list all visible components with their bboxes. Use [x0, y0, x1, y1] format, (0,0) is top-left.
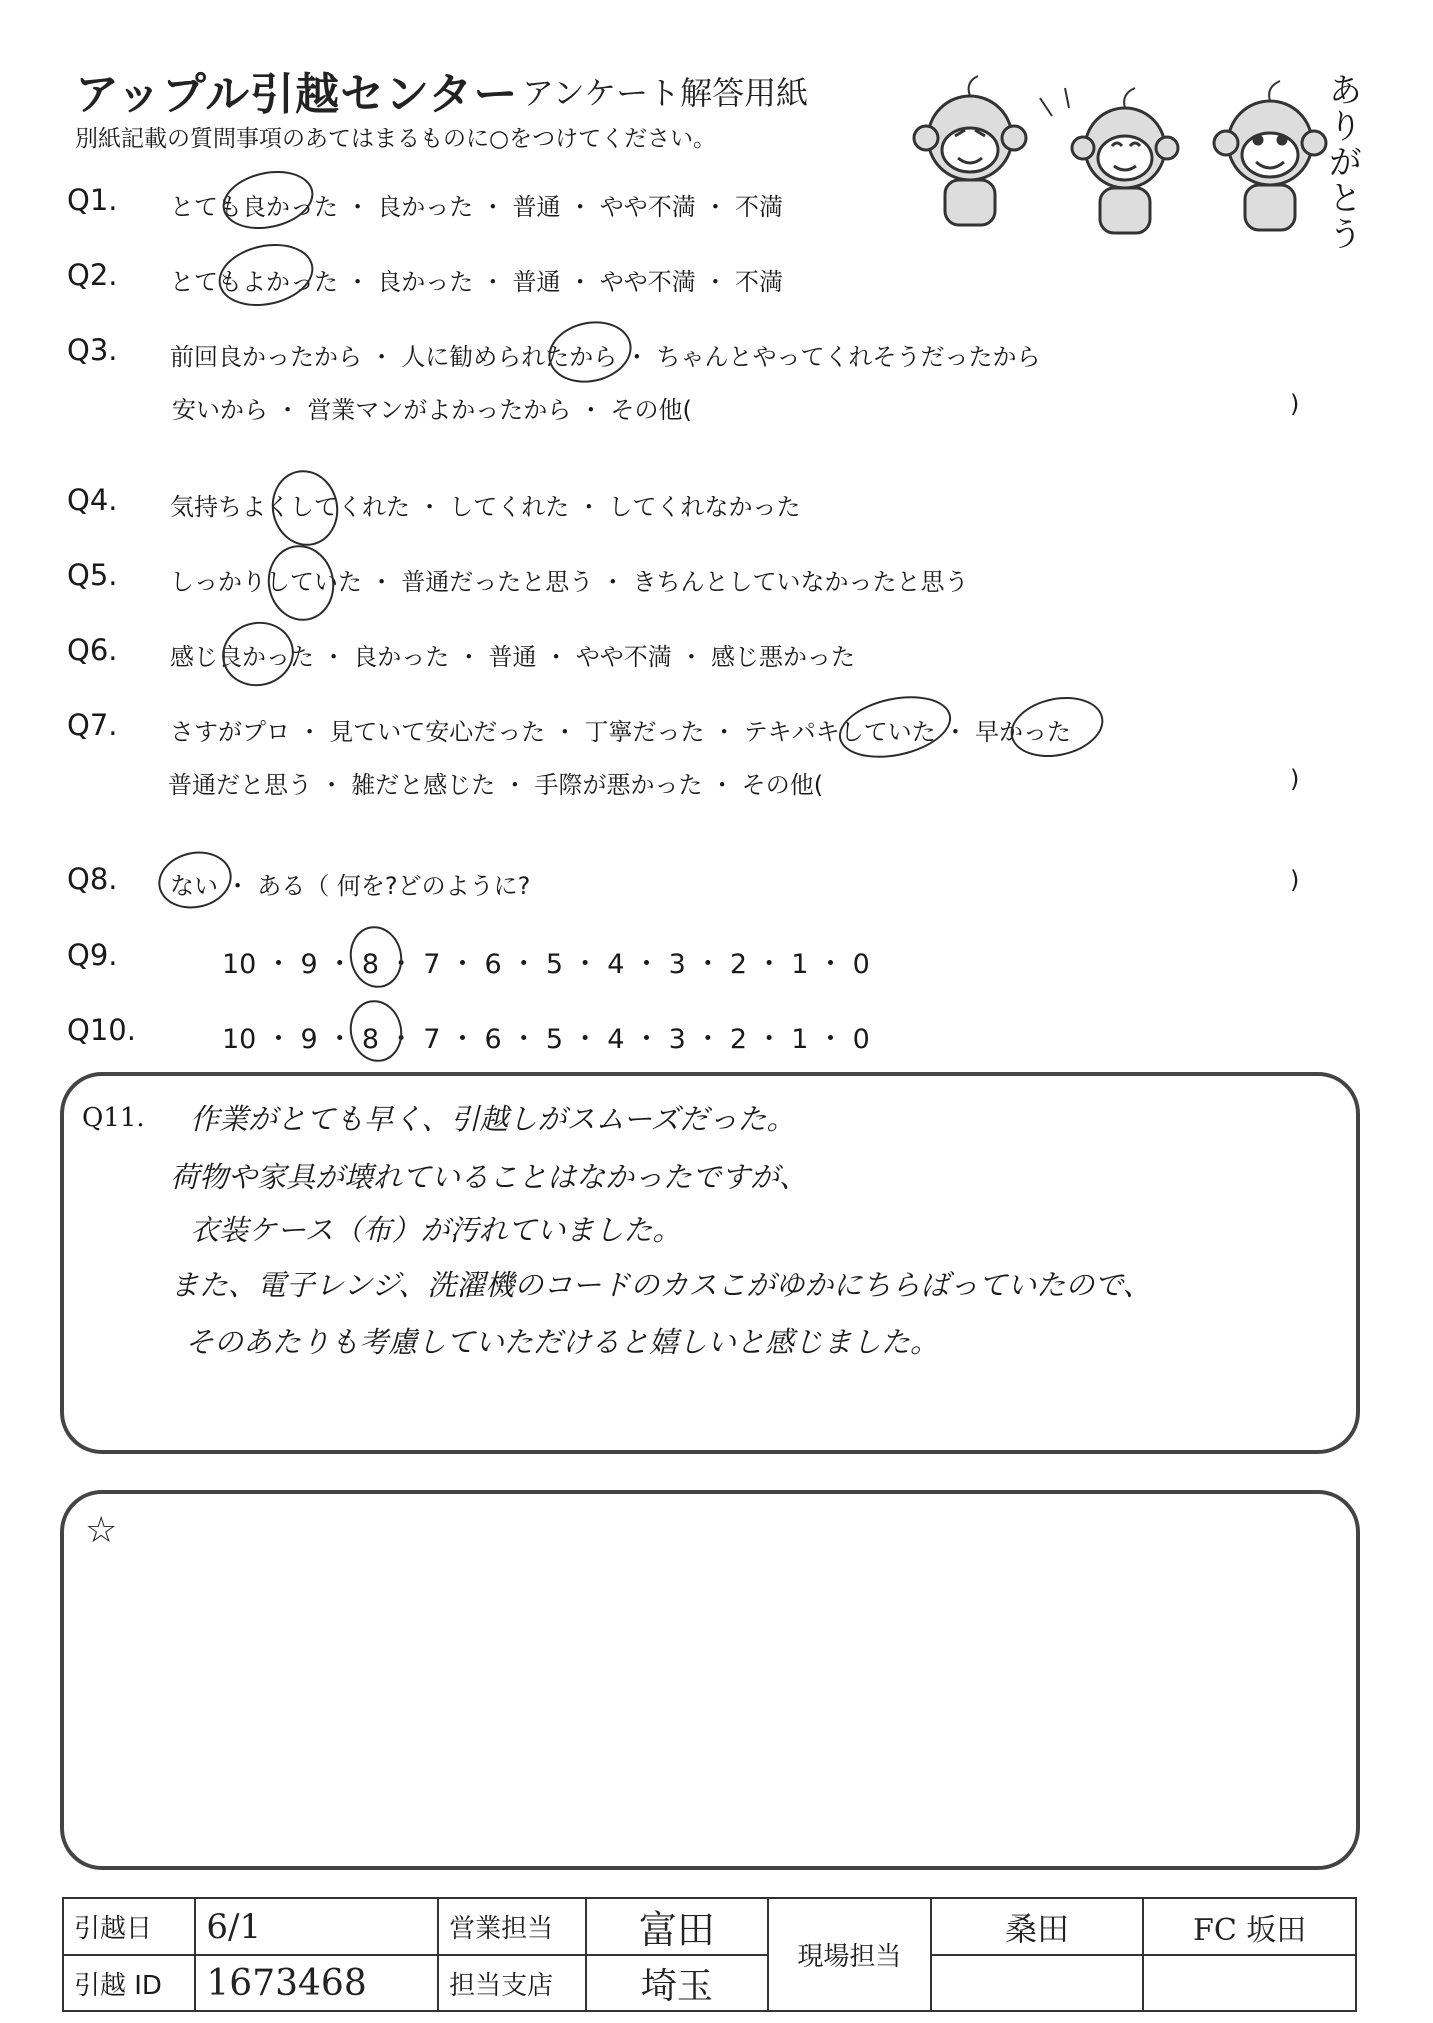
- sales-label: 営業担当: [438, 1898, 585, 1955]
- move-id-label: 引越 ID: [63, 1955, 195, 2011]
- answer-circle-q10: [344, 995, 408, 1066]
- question-options[interactable]: 前回良かったから ・ 人に勧められたから ・ ちゃんとやってくれそうだったから: [170, 343, 1041, 371]
- brand-name: アップル引越センター: [75, 69, 519, 120]
- branch-label: 担当支店: [438, 1955, 585, 2011]
- rating-scale[interactable]: 10 ・ 9 ・ 8 ・ 7 ・ 6 ・ 5 ・ 4 ・ 3 ・ 2 ・ 1 ・ 0: [222, 949, 870, 980]
- answer-circle-q7b: [1005, 689, 1109, 765]
- form-title: アンケート解答用紙: [522, 74, 809, 112]
- question-label: Q7.: [67, 708, 118, 742]
- question-options[interactable]: 気持ちよくしてくれた ・ してくれた ・ してくれなかった: [170, 493, 801, 521]
- move-date-label: 引越日: [63, 1898, 195, 1955]
- answer-circle-q3: [543, 314, 638, 390]
- q11-label: Q11.: [82, 1103, 145, 1133]
- branch-value: 埼玉: [586, 1955, 769, 2011]
- monkey-3: [1214, 81, 1326, 230]
- q11-handwritten-line: また、電子レンジ、洗濯機のコードのカスこがゆかにちらばっていたので、: [170, 1268, 1152, 1302]
- site-label: 現場担当: [768, 1898, 931, 2011]
- sales-value: 富田: [586, 1898, 769, 1955]
- site-staff-1: 桑田: [931, 1898, 1144, 1955]
- question-label: Q5.: [67, 558, 118, 592]
- mascot-monkeys-illustration: [900, 58, 1370, 248]
- close-paren: ): [1290, 765, 1300, 793]
- move-date-value: 6/1: [195, 1898, 438, 1955]
- close-paren: ): [1290, 866, 1300, 894]
- q11-handwritten-line: 衣装ケース（布）が汚れていました。: [190, 1213, 682, 1247]
- question-options[interactable]: 普通だと思う ・ 雑だと感じた ・ 手際が悪かった ・ その他(: [168, 771, 824, 799]
- star-comment-box: [60, 1490, 1360, 1870]
- question-label: Q4.: [67, 483, 118, 517]
- question-label: Q9.: [67, 938, 118, 972]
- question-options[interactable]: さすがプロ ・ 見ていて安心だった ・ 丁寧だった ・ テキパキしていた ・ 早かった: [170, 718, 1072, 746]
- answer-circle-q7a: [833, 687, 957, 767]
- question-options[interactable]: ない ・ ある（ 何を?どのように?: [170, 872, 531, 900]
- question-label: Q6.: [67, 633, 118, 667]
- q11-handwritten-line: 作業がとても早く、引越しがスムーズだった。: [190, 1102, 796, 1136]
- question-options[interactable]: 安いから ・ 営業マンがよかったから ・ その他(: [172, 396, 692, 424]
- instruction-text: 別紙記載の質問事項のあてはまるものに○をつけてください。: [75, 126, 717, 152]
- q11-handwritten-line: そのあたりも考慮していただけると嬉しいと感じました。: [185, 1325, 940, 1359]
- mascot-caption: ありがとう: [1322, 72, 1362, 252]
- monkey-2: [1040, 88, 1178, 233]
- answer-circle-q8: [153, 845, 237, 915]
- question-label: Q1.: [67, 183, 118, 217]
- question-options[interactable]: とても良かった ・ 良かった ・ 普通 ・ やや不満 ・ 不満: [170, 193, 784, 221]
- answer-circle-q4: [265, 464, 345, 552]
- star-icon: ☆: [85, 1510, 118, 1551]
- site-staff-empty-1: [931, 1955, 1144, 2011]
- answer-circle-q5: [261, 539, 341, 627]
- question-options[interactable]: しっかりしていた ・ 普通だったと思う ・ きちんとしていなかったと思う: [170, 568, 969, 596]
- footer-info-table: [62, 1897, 1357, 2012]
- monkey-1: [914, 76, 1026, 225]
- site-staff-2: FC 坂田: [1143, 1898, 1356, 1955]
- question-label: Q3.: [67, 333, 118, 367]
- question-options[interactable]: 感じ良かった ・ 良かった ・ 普通 ・ やや不満 ・ 感じ悪かった: [170, 643, 856, 671]
- question-label: Q2.: [67, 258, 118, 292]
- answer-circle-q6: [216, 615, 300, 693]
- answer-circle-q9: [344, 921, 408, 992]
- question-label: Q10.: [67, 1013, 136, 1047]
- rating-scale[interactable]: 10 ・ 9 ・ 8 ・ 7 ・ 6 ・ 5 ・ 4 ・ 3 ・ 2 ・ 1 ・ 0: [222, 1024, 870, 1055]
- question-options[interactable]: とてもよかった ・ 良かった ・ 普通 ・ やや不満 ・ 不満: [170, 268, 784, 296]
- answer-circle-q1: [217, 163, 319, 237]
- question-label: Q8.: [67, 862, 118, 896]
- close-paren: ): [1290, 390, 1300, 418]
- q11-handwritten-line: 荷物や家具が壊れていることはなかったですが、: [170, 1160, 809, 1194]
- answer-circle-q2: [213, 236, 319, 315]
- site-staff-empty-2: [1143, 1955, 1356, 2011]
- move-id-value: 1673468: [195, 1955, 438, 2011]
